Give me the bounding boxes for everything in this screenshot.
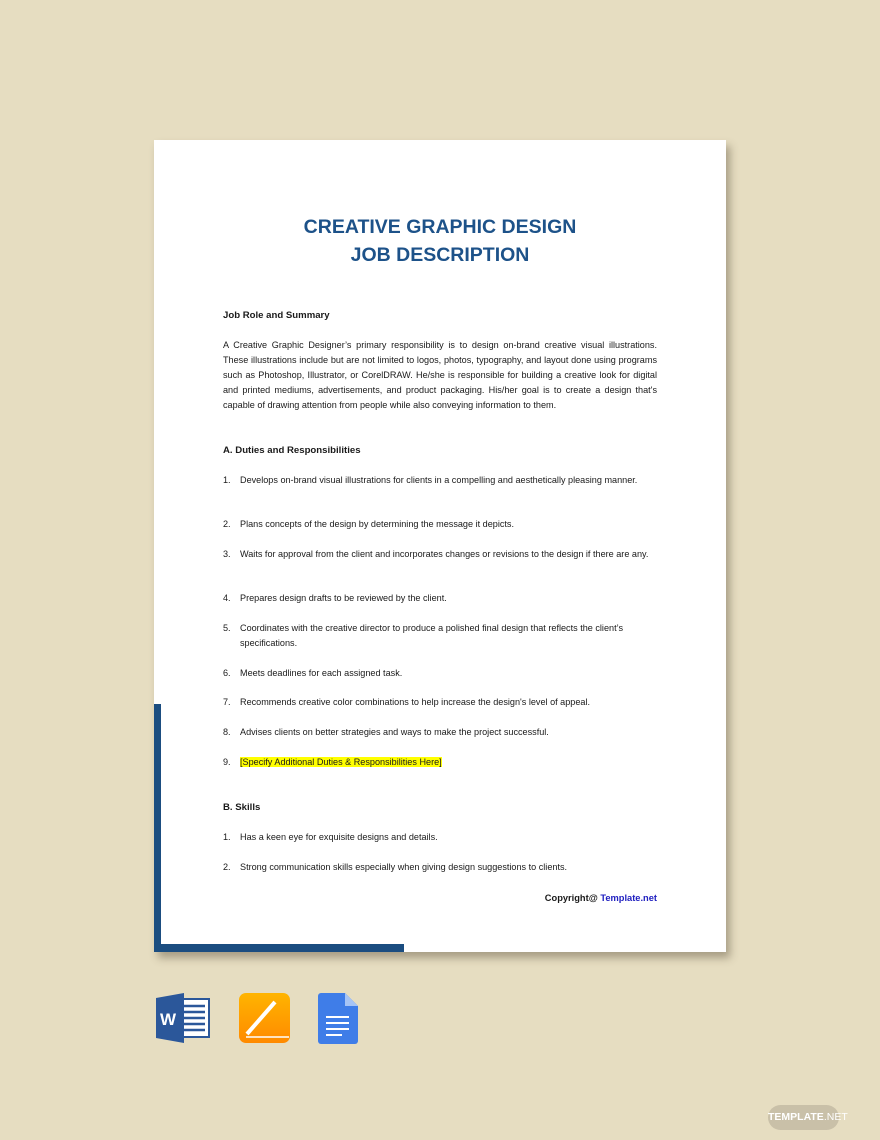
list-number: 3. <box>223 549 231 559</box>
list-item <box>223 547 657 562</box>
list-number: 1. <box>223 832 231 842</box>
list-item <box>223 473 657 488</box>
list-item <box>223 517 657 532</box>
list-item <box>223 755 657 770</box>
google-docs-icon[interactable] <box>318 993 358 1049</box>
word-icon[interactable] <box>156 993 210 1048</box>
summary-text: A Creative Graphic Designer’s primary responsibility is to design on-brand creative visual illustrations. These illustrations include but are not limited to logos, photos, typography, and layout done using programs such as Photoshop, Illustrator, or CorelDRAW. He/she is responsible for building a creative look for digital and printed mediums, advertisements, and product packaging. His/her goal is to create a design that's capable of drawing attention from people while also conveying information to them. <box>223 340 657 410</box>
list-item <box>223 695 657 710</box>
accent-border-left <box>154 704 161 952</box>
copyright <box>545 893 657 903</box>
list-number: 1. <box>223 475 231 485</box>
list-item <box>223 666 657 681</box>
list-item <box>223 621 657 651</box>
list-number: 2. <box>223 519 231 529</box>
badge-bold: TEMPLATE <box>768 1111 824 1123</box>
list-text: Develops on-brand visual illustrations for clients in a compelling and aesthetically pleasing manner. <box>240 475 638 485</box>
list-text: Waits for approval from the client and incorporates changes or revisions to the design if there are any. <box>240 549 649 559</box>
list-text: Strong communication skills especially when giving design suggestions to clients. <box>240 862 568 872</box>
pages-icon[interactable] <box>239 993 290 1049</box>
document-title <box>154 213 726 269</box>
list-number: 5. <box>223 623 231 633</box>
list-item <box>223 860 657 875</box>
copyright-label: Copyright@ <box>544 893 601 903</box>
list-number: 8. <box>223 727 231 737</box>
title-line-1: CREATIVE GRAPHIC DESIGN <box>303 216 577 238</box>
template-net-badge[interactable] <box>768 1105 848 1130</box>
list-item <box>223 830 657 845</box>
duties-heading: A. Duties and Responsibilities <box>223 445 361 456</box>
badge-light: .NET <box>823 1111 848 1123</box>
list-text: Plans concepts of the design by determining the message it depicts. <box>240 519 514 529</box>
list-number: 6. <box>223 668 231 678</box>
summary-heading: Job Role and Summary <box>223 310 330 321</box>
list-number: 4. <box>223 593 231 603</box>
list-text: Advises clients on better strategies and ways to make the project successful. <box>240 727 549 737</box>
list-item <box>223 725 657 740</box>
list-text: Prepares design drafts to be reviewed by the client. <box>240 593 447 603</box>
title-line-2: JOB DESCRIPTION <box>350 244 530 266</box>
list-number: 7. <box>223 697 231 707</box>
list-number: 9. <box>223 757 231 767</box>
list-text: Coordinates with the creative director to produce a polished final design that reflects the client’s specifications. <box>240 623 623 648</box>
accent-border-bottom <box>154 944 404 952</box>
svg-text:W: W <box>160 1010 177 1029</box>
list-text: Recommends creative color combinations to help increase the design's level of appeal. <box>240 697 591 707</box>
list-text: Has a keen eye for exquisite designs and details. <box>240 832 438 842</box>
copyright-link[interactable]: Template.net <box>600 893 657 903</box>
list-text: Meets deadlines for each assigned task. <box>240 668 403 678</box>
list-text: [Specify Additional Duties & Responsibilities Here] <box>240 757 442 767</box>
list-number: 2. <box>223 862 231 872</box>
skills-heading: B. Skills <box>223 802 261 813</box>
list-item <box>223 591 657 606</box>
